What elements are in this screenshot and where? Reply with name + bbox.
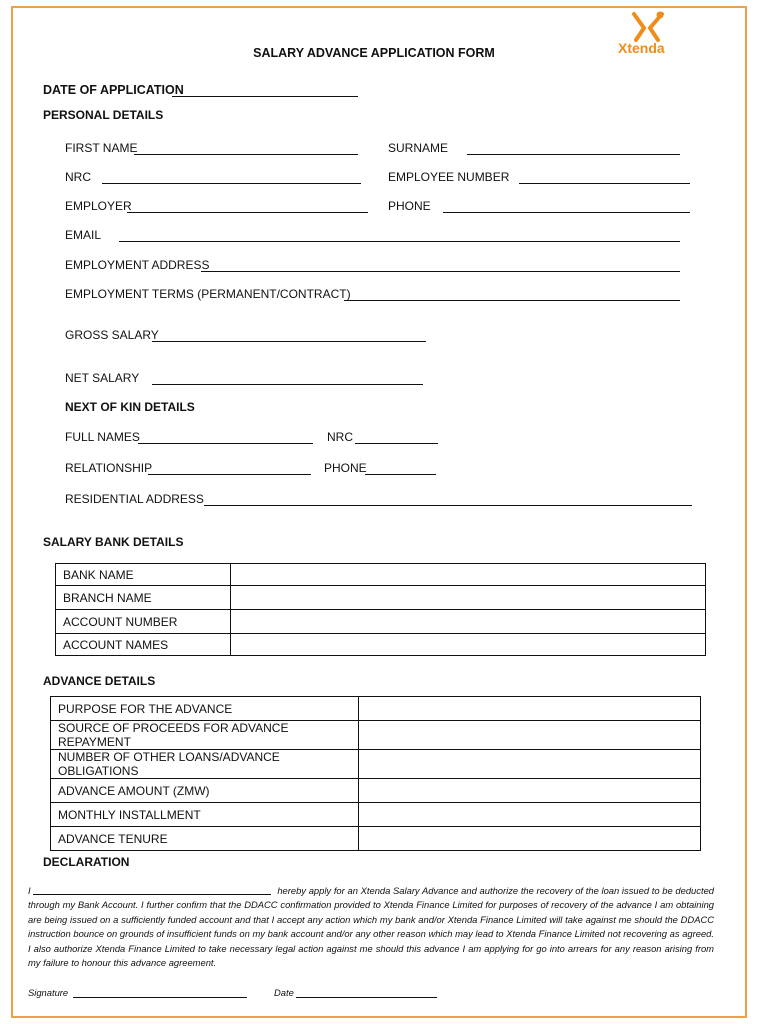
table-row — [51, 721, 701, 750]
advance-amount-label: ADVANCE AMOUNT (ZMW) — [51, 779, 359, 803]
signature-field[interactable] — [73, 997, 247, 998]
employment-address-field[interactable] — [201, 271, 680, 272]
kin-nrc-field[interactable] — [355, 443, 438, 444]
bank-details-table — [55, 563, 706, 656]
declaration-text: hereby apply for an Xtenda Salary Advance and authorize the recovery of the loan issued to be deducted through my Bank Account. I further confirm that the DDACC confirmation provided to Xtenda Finance Limited for purposes of recovery of the advance I am obtaining are being issued on a sufficiently funded account and that I accept any action which my bank and/or Xtenda Finance Limited will take against me should the DDACC instruction bounce on grounds of insufficient funds on my bank account and/or any other reason which may lead to Xtenda Finance Limited not recovering as agreed. I also authorize Xtenda Finance Limited to take necessary legal action against me should this advance I am applying for go into arrears for any reason arising from my failure to honour this advance agreement. — [28, 885, 714, 969]
source-of-proceeds-cell[interactable] — [359, 721, 701, 750]
gross-salary-label: GROSS SALARY — [65, 328, 159, 342]
date-label: Date — [274, 987, 294, 998]
advance-amount-cell[interactable] — [359, 779, 701, 803]
bank-name-cell[interactable] — [231, 564, 706, 586]
declarant-name-field[interactable] — [33, 894, 271, 895]
net-salary-label: NET SALARY — [65, 371, 140, 385]
form-title: SALARY ADVANCE APPLICATION FORM — [253, 46, 495, 60]
date-field[interactable] — [296, 997, 437, 998]
declaration-i: I — [28, 885, 31, 896]
declaration-text-block — [28, 884, 714, 970]
source-of-proceeds-label: SOURCE OF PROCEEDS FOR ADVANCE REPAYMENT — [51, 721, 359, 750]
employment-address-label: EMPLOYMENT ADDRESS — [65, 258, 210, 272]
monthly-installment-label: MONTHLY INSTALLMENT — [51, 803, 359, 827]
table-row — [51, 750, 701, 779]
branch-name-label: BRANCH NAME — [56, 586, 231, 610]
net-salary-field[interactable] — [152, 384, 423, 385]
other-loans-label: NUMBER OF OTHER LOANS/ADVANCE OBLIGATIONS — [51, 750, 359, 779]
employment-terms-field[interactable] — [344, 300, 680, 301]
table-row — [51, 803, 701, 827]
phone-label: PHONE — [388, 199, 431, 213]
table-row — [51, 697, 701, 721]
purpose-label: PURPOSE FOR THE ADVANCE — [51, 697, 359, 721]
employee-number-label: EMPLOYEE NUMBER — [388, 170, 510, 184]
kin-relationship-label: RELATIONSHIP — [65, 461, 153, 475]
table-row — [56, 586, 706, 610]
advance-tenure-cell[interactable] — [359, 827, 701, 851]
first-name-field[interactable] — [134, 154, 358, 155]
kin-full-names-label: FULL NAMES — [65, 430, 140, 444]
email-field[interactable] — [119, 241, 680, 242]
kin-relationship-field[interactable] — [148, 474, 311, 475]
email-label: EMAIL — [65, 228, 102, 242]
date-of-application-label: DATE OF APPLICATION — [43, 83, 184, 97]
next-of-kin-header: NEXT OF KIN DETAILS — [65, 400, 195, 414]
monthly-installment-cell[interactable] — [359, 803, 701, 827]
kin-residential-address-field[interactable] — [204, 505, 692, 506]
employer-field[interactable] — [127, 212, 368, 213]
employee-number-field[interactable] — [519, 183, 690, 184]
signature-label: Signature — [28, 987, 69, 998]
phone-field[interactable] — [443, 212, 690, 213]
table-row — [56, 564, 706, 586]
kin-nrc-label: NRC — [327, 430, 353, 444]
logo-text: Xtenda — [618, 40, 665, 56]
logo-figure-icon — [628, 10, 668, 42]
account-names-label: ACCOUNT NAMES — [56, 634, 231, 656]
gross-salary-field[interactable] — [152, 341, 426, 342]
nrc-label: NRC — [65, 170, 91, 184]
kin-full-names-field[interactable] — [138, 443, 313, 444]
purpose-cell[interactable] — [359, 697, 701, 721]
kin-residential-address-label: RESIDENTIAL ADDRESS — [65, 492, 204, 506]
account-number-label: ACCOUNT NUMBER — [56, 610, 231, 634]
declaration-header: DECLARATION — [43, 855, 130, 869]
first-name-label: FIRST NAME — [65, 141, 138, 155]
table-row — [56, 610, 706, 634]
kin-phone-field[interactable] — [365, 474, 436, 475]
other-loans-cell[interactable] — [359, 750, 701, 779]
date-of-application-field[interactable] — [172, 96, 358, 97]
employment-terms-label: EMPLOYMENT TERMS (PERMANENT/CONTRACT) — [65, 287, 351, 301]
advance-details-table — [50, 696, 701, 851]
surname-label: SURNAME — [388, 141, 449, 155]
table-row — [51, 827, 701, 851]
xtenda-logo — [616, 10, 678, 60]
bank-name-label: BANK NAME — [56, 564, 231, 586]
salary-bank-details-header: SALARY BANK DETAILS — [43, 535, 184, 549]
employer-label: EMPLOYER — [65, 199, 132, 213]
branch-name-cell[interactable] — [231, 586, 706, 610]
advance-tenure-label: ADVANCE TENURE — [51, 827, 359, 851]
account-names-cell[interactable] — [231, 634, 706, 656]
table-row — [56, 634, 706, 656]
account-number-cell[interactable] — [231, 610, 706, 634]
nrc-field[interactable] — [102, 183, 361, 184]
advance-details-header: ADVANCE DETAILS — [43, 674, 156, 688]
table-row — [51, 779, 701, 803]
personal-details-header: PERSONAL DETAILS — [43, 108, 164, 122]
kin-phone-label: PHONE — [324, 461, 367, 475]
surname-field[interactable] — [467, 154, 680, 155]
